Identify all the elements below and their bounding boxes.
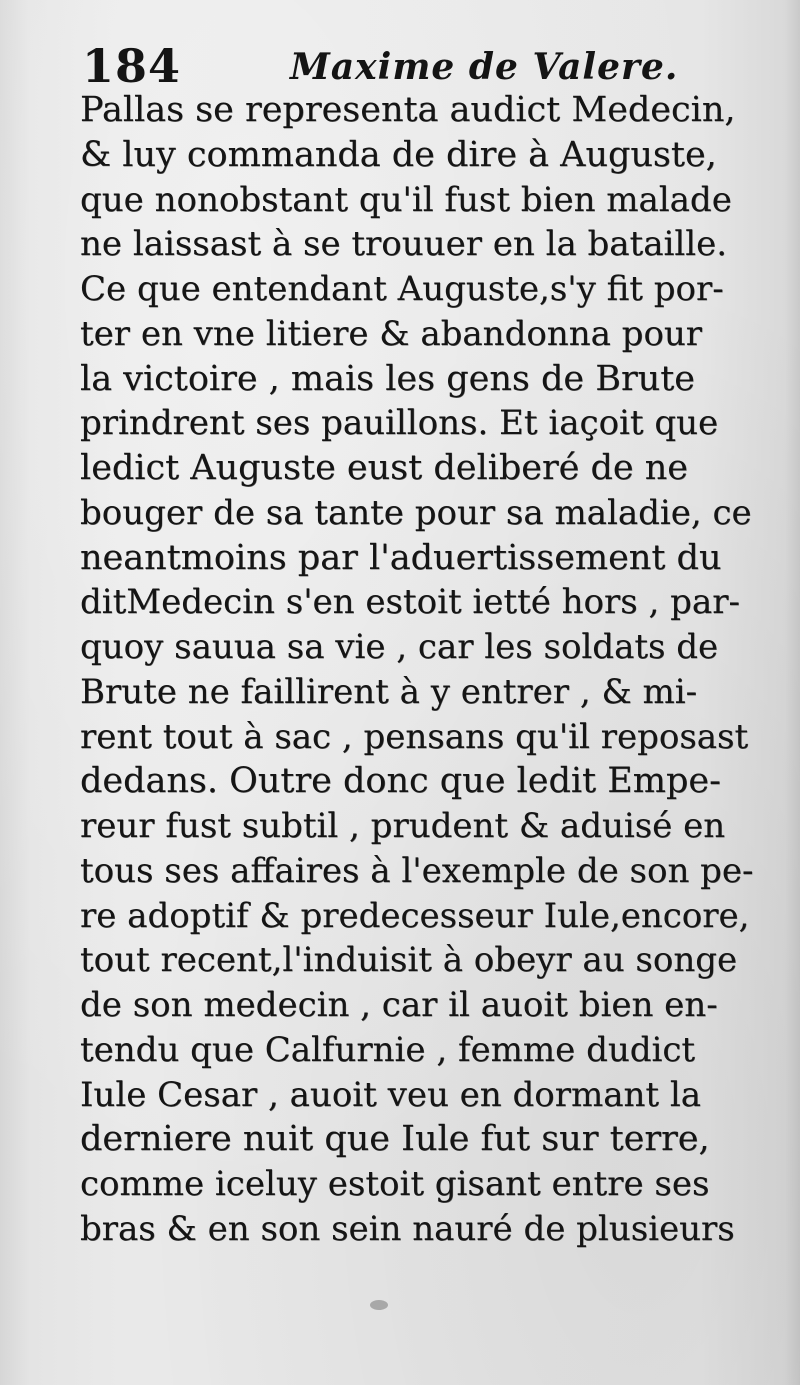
text-line: & luy commanda de dire à Auguste, [80, 134, 717, 175]
text-line: derniere nuit que Iule fut sur terre, [80, 1119, 710, 1160]
text-line: quoy sauua sa vie , car les soldats de [80, 627, 719, 667]
text-line: tendu que Calfurnie , femme dudict [80, 1029, 696, 1070]
text-line: bras & en son sein nauré de plusieurs [80, 1208, 735, 1249]
text-line: Brute ne faillirent à y entrer , & mi- [80, 671, 698, 712]
text-line: reur fust subtil , prudent & aduisé en [80, 806, 726, 846]
text-line: comme iceluy estoit gisant entre ses [80, 1164, 710, 1204]
text-line: Iule Cesar , auoit veu en dormant la [80, 1074, 702, 1115]
text-line: ter en vne litiere & abandonna pour [80, 313, 703, 354]
ink-smudge [370, 1300, 388, 1310]
running-title: Maxime de Valere. [290, 46, 679, 88]
text-line: tout recent,l'induisit à obeyr au songe [80, 940, 738, 981]
text-line: bouger de sa tante pour sa maladie, ce [80, 492, 752, 533]
text-line: la victoire , mais les gens de Brute [80, 358, 695, 399]
text-line: re adoptif & predecesseur Iule,encore, [80, 895, 750, 936]
text-line: dedans. Outre donc que ledit Empe- [80, 761, 721, 802]
text-line: Ce que entendant Auguste,s'y fit por- [80, 269, 724, 309]
page-number: 184 [82, 39, 182, 93]
text-line: prindrent ses pauillons. Et iaçoit que [80, 403, 719, 444]
body-text [80, 88, 780, 1252]
text-line: tous ses affaires à l'exemple de son pe- [80, 850, 754, 891]
text-line: que nonobstant qu'il fust bien malade [80, 179, 732, 220]
text-line: Pallas se representa audict Medecin, [80, 90, 736, 130]
text-line: ledict Auguste eust deliberé de ne [80, 448, 689, 488]
text-line: ne laissast à se trouuer en la bataille. [80, 224, 728, 265]
text-line: ditMedecin s'en estoit ietté hors , par- [80, 582, 740, 623]
text-line: rent tout à sac , pensans qu'il reposast [80, 716, 749, 757]
text-line: de son medecin , car il auoit bien en- [80, 985, 718, 1025]
text-line: neantmoins par l'aduertissement du [80, 537, 722, 578]
